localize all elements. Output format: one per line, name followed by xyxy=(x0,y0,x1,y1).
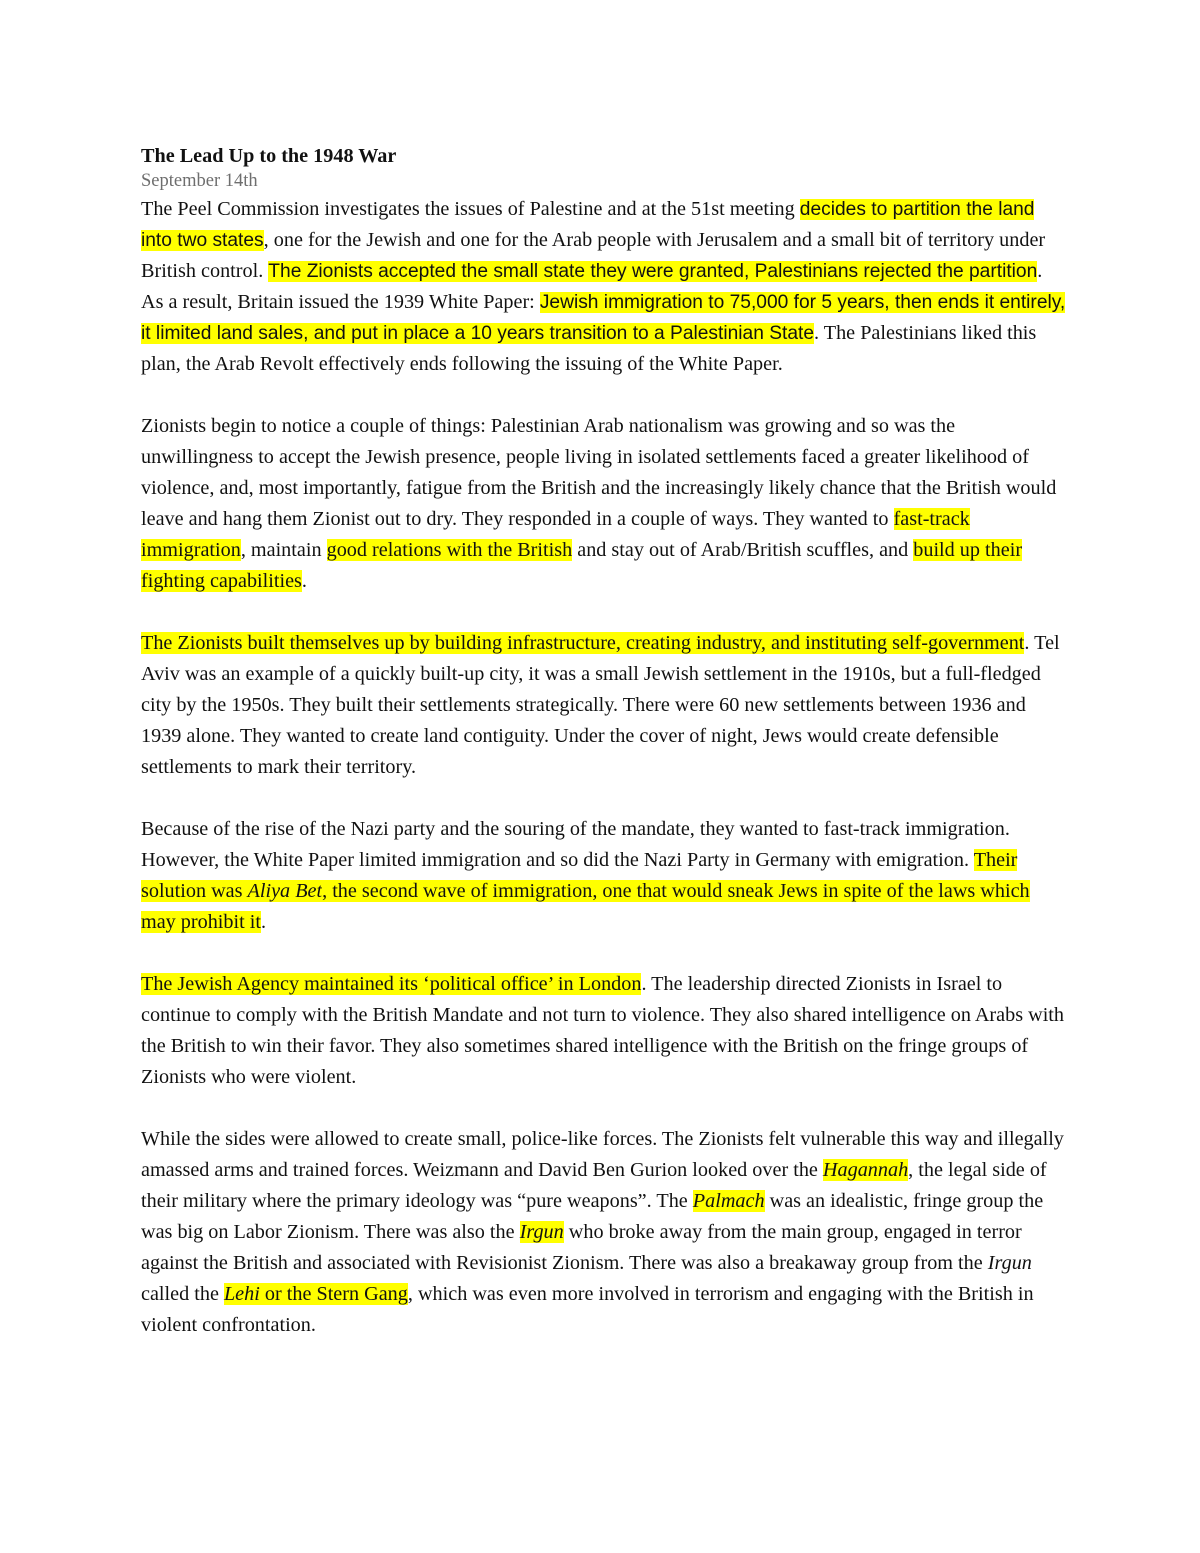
text-span: . The leadership directed Zionists in Israel to continue to comply with the British Mandate and not turn to violence. They also shared intelligence on Arabs with the British to win their favor. They also sometimes shared intelligence with the British on the fringe groups of Zionists who were violent. xyxy=(141,973,1065,1088)
text-span: . Tel Aviv was an example of a quickly built-up city, it was a small Jewish settlement in the 1910s, but a full-fledged city by the 1950s. They built their settlements strategically. There were 60 new settlements between 1936 and 1939 alone. They wanted to create land contiguity. Under the cover of night, Jews would create defensible settlements to mark their territory. xyxy=(141,632,1060,778)
text-span: . As a result, Britain issued the 1939 White Paper: xyxy=(141,260,1043,313)
text-span: . The Palestinians liked this plan, the Arab Revolt effectively ends following the issuing of the White Paper. xyxy=(141,322,1037,375)
paragraph-forces xyxy=(141,1124,1066,1341)
highlight-stern-gang: or the Stern Gang xyxy=(259,1283,408,1305)
text-span: . xyxy=(301,570,307,592)
text-span: Because of the rise of the Nazi party and the souring of the mandate, they wanted to fast-track immigration. However, the White Paper limited immigration and so did the Nazi Party in Germany with emigration. xyxy=(141,818,1010,871)
text-span: While the sides were allowed to create small, police-like forces. The Zionists felt vulnerable this way and illegally amassed arms and trained forces. Weizmann and David Ben Gurion looked over the xyxy=(141,1128,1064,1181)
text-span: The Peel Commission investigates the issues of Palestine and at the 51st meeting xyxy=(141,198,800,220)
text-span: Zionists begin to notice a couple of things: Palestinian Arab nationalism was growing and so was the unwillingness to accept the Jewish presence, people living in isolated settlements faced a greater likelihood of violence, and, most importantly, fatigue from the British and the increasingly likely chance that the British would leave and hang them Zionist out to dry. They responded in a couple of ways. They wanted to xyxy=(141,415,1057,530)
highlight-white-paper-terms: Jewish immigration to 75,000 for 5 years, then ends it entirely, it limited land sales, and put in place a 10 years transition to a Palestinian State xyxy=(141,292,1066,344)
highlight-partition: decides to partition the land into two states xyxy=(141,199,1035,251)
document-title: The Lead Up to the 1948 War xyxy=(141,145,397,167)
text-span: and stay out of Arab/British scuffles, and xyxy=(572,539,914,561)
highlight-lehi: Lehi xyxy=(223,1283,260,1305)
italic-irgun: Irgun xyxy=(987,1252,1032,1274)
document-page xyxy=(141,143,1066,1372)
highlight-second-wave: , the second wave of immigration, one that would sneak Jews in spite of the laws which may prohibit it xyxy=(141,880,1030,933)
highlight-fast-track: fast-track immigration xyxy=(141,508,970,561)
text-span: called the xyxy=(141,1283,224,1305)
highlight-good-relations: good relations with the British xyxy=(326,539,573,561)
highlight-irgun: Irgun xyxy=(519,1221,564,1243)
text-span: . xyxy=(261,911,267,933)
highlight-political-office: The Jewish Agency maintained its ‘political office’ in London xyxy=(141,973,642,995)
text-span: , one for the Jewish and one for the Arab people with Jerusalem and a small bit of territory under British control. xyxy=(141,229,1046,282)
text-span: , maintain xyxy=(240,539,327,561)
document-date: September 14th xyxy=(141,171,258,191)
highlight-hagannah: Hagannah xyxy=(822,1159,909,1181)
paragraph-zionists-notice xyxy=(141,411,1066,597)
text-span: , which was even more involved in terrorism and engaging with the British in violent confrontation. xyxy=(141,1283,1034,1336)
highlight-built-themselves-up: The Zionists built themselves up by building infrastructure, creating industry, and instituting self-government xyxy=(141,632,1025,654)
highlight-palmach: Palmach xyxy=(692,1190,765,1212)
text-span: , the legal side of their military where the primary ideology was “pure weapons”. The xyxy=(141,1159,1047,1212)
paragraph-nazi-party xyxy=(141,814,1066,938)
text-span: was an idealistic, fringe group the was big on Labor Zionism. There was also the xyxy=(141,1190,1044,1243)
highlight-aliya-bet: Aliya Bet xyxy=(247,880,323,902)
paragraph-jewish-agency xyxy=(141,969,1066,1093)
highlight-fighting-capabilities: build up their fighting capabilities xyxy=(141,539,1023,592)
text-span: who broke away from the main group, engaged in terror against the British and associated with Revisionist Zionism. There was also a breakaway group from the xyxy=(141,1221,1022,1274)
paragraph-infrastructure xyxy=(141,628,1066,783)
highlight-zionists-accepted: The Zionists accepted the small state they were granted, Palestinians rejected the partition xyxy=(268,261,1038,282)
paragraph-peel-commission xyxy=(141,194,1066,380)
highlight-solution: Their solution was xyxy=(141,849,1018,902)
